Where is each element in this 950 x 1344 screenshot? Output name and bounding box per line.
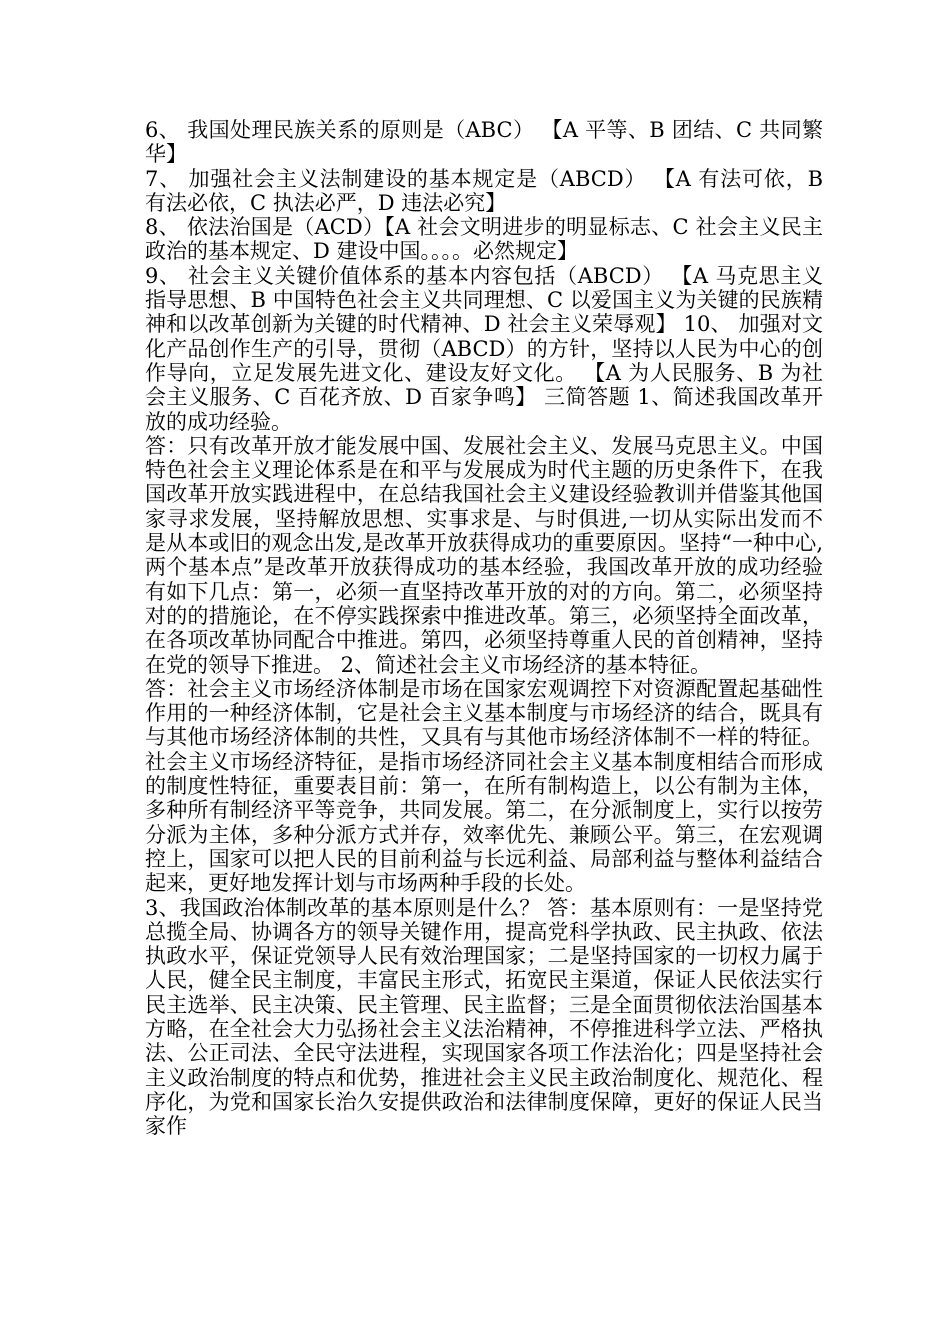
paragraph-q9-q10: 9、 社会主义关键价值体系的基本内容包括（ABCD） 【A 马克思主义指导思想、B 中国特色社会主义共同理想、C 以爱国主义为关键的民族精神和以改革创新为关键的时代精神、D 社会主义荣辱观】 10、 加强对文化产品创作生产的引导，贯彻（ABCD）的方针，坚持以人民为中心的创 作导向，立足发展先进文化、建设友好文化。 【A 为人民服务、B 为社会主义服务、C 百花齐放、D 百家争鸣】 三简答题 1、简述我国改革开放的成功经验。 [145, 263, 823, 434]
paragraph-answer-1: 答：只有改革开放才能发展中国、发展社会主义、发展马克思主义。中国特色社会主义理论体系是在和平与发展成为时代主题的历史条件下，在我国改革开放实践进程中，在总结我国社会主义建设经验教训并借鉴其他国家寻求发展，坚持解放思想、实事求是、与时俱进,一切从实际出发而不是从本或旧的观念出发,是改革开放获得成功的重要原因。坚持“一种中心,两个基本点”是改革开放获得成功的基本经验，我国改革开放的成功经验有如下几点：第一，必须一直坚持改革开放的对的方向。第二，必须坚持对的的措施论，在不停实践探索中推进改革。第三，必须坚持全面改革，在各项改革协同配合中推进。第四，必须坚持尊重人民的首创精神，坚持在党的领导下推进。 2、简述社会主义市场经济的基本特征。 [145, 433, 823, 677]
paragraph-answer-3: 3、我国政治体制改革的基本原则是什么？ 答：基本原则有：一是坚持党总揽全局、协调各方的领导关键作用，提高党科学执政、民主执政、依法执政水平，保证党领导人民有效治理国家；二是坚持国家的一切权力属于人民，健全民主制度，丰富民主形式，拓宽民主渠道，保证人民依法实行民主选举、民主决策、民主管理、民主监督；三是全面贯彻依法治国基本方略，在全社会大力弘扬社会主义法治精神，不停推进科学立法、严格执法、公正司法、全民守法进程，实现国家各项工作法治化；四是坚持社会主义政治制度的特点和优势，推进社会主义民主政治制度化、规范化、程序化，为党和国家长治久安提供政治和法律制度保障，更好的保证人民当家作 [145, 895, 823, 1139]
paragraph-q8: 8、 依法治国是（ACD）【A 社会文明进步的明显标志、C 社会主义民主政治的基本规定、D 建设中国。。。。必然规定】 [145, 215, 823, 264]
paragraph-q7: 7、 加强社会主义法制建设的基本规定是（ABCD） 【A 有法可依，B 有法必依，C 执法必严，D 违法必究】 [145, 166, 823, 215]
paragraph-q6: 6、 我国处理民族关系的原则是（ABC） 【A 平等、B 团结、C 共同繁华】 [145, 118, 823, 167]
paragraph-answer-2: 答：社会主义市场经济体制是市场在国家宏观调控下对资源配置起基础性作用的一种经济体制，它是社会主义基本制度与市场经济的结合，既具有与其他市场经济体制的共性，又具有与其他市场经济体制不一样的特征。社会主义市场经济特征，是指市场经济同社会主义基本制度相结合而形成的制度性特征，重要表目前：第一，在所有制构造上，以公有制为主体，多种所有制经济平等竞争，共同发展。第二，在分派制度上，实行以按劳分派为主体，多种分派方式并存，效率优先、兼顾公平。第三，在宏观调控上，国家可以把人民的目前利益与长远利益、局部利益与整体利益结合起来，更好地发挥计划与市场两种手段的长处。 [145, 676, 823, 896]
document-body [145, 118, 823, 1138]
